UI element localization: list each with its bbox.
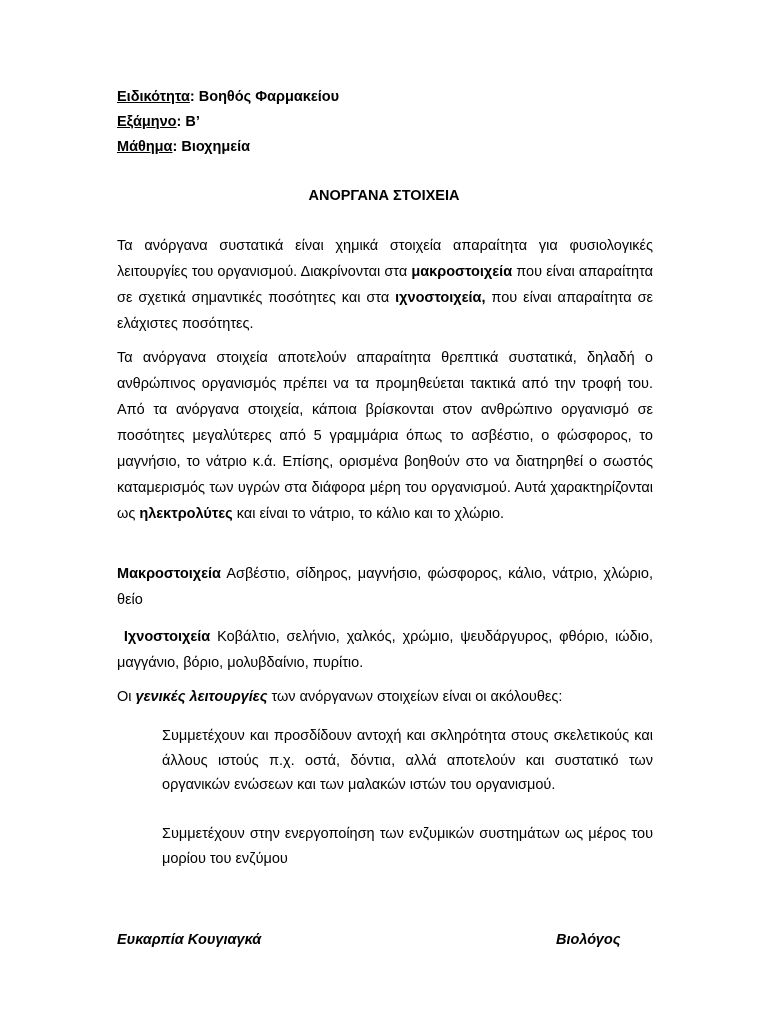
p5-functions-term: γενικές λειτουργίες xyxy=(135,689,268,705)
function-item-2: Συμμετέχουν στην ενεργοποίηση των ενζυμικών συστημάτων ως μέρος του μορίου του ενζύμου xyxy=(162,826,653,867)
p2-text-2: και είναι το νάτριο, το κάλιο και το χλώριο. xyxy=(232,506,505,522)
p4-list: Κοβάλτιο, σελήνιο, χαλκός, χρώμιο, ψευδάργυρος, φθόριο, ιώδιο, μαγγάνιο, βόριο, μολυβδαίνιο, πυρίτιο. xyxy=(117,629,658,671)
semester-label: Εξάμηνο xyxy=(117,114,177,130)
document-title-text: ΑΝΟΡΓΑΝΑ ΣΤΟΙΧΕΙΑ xyxy=(308,188,460,204)
document-title xyxy=(0,188,768,204)
p2-electrolytes-term: ηλεκτρολύτες xyxy=(139,506,233,522)
p1-text-1: Τα ανόργανα συστατικά είναι χημικά στοιχεία απαραίτητα για φυσιολογικές λειτουργίες του οργανισμού. Διακρίνονται στα xyxy=(117,238,653,280)
footer-author: Ευκαρπία Κουγιαγκά xyxy=(117,932,262,948)
paragraph-nutrients xyxy=(117,345,653,527)
paragraph-functions-intro xyxy=(117,684,653,710)
p5-text-2: των ανόργανων στοιχείων είναι οι ακόλουθες: xyxy=(267,689,563,705)
semester-value: : Β’ xyxy=(176,114,200,130)
function-item-1: Συμμετέχουν και προσδίδουν αντοχή και σκληρότητα στους σκελετικούς και άλλους ιστούς π.χ. οστά, δόντια, αλλά αποτελούν και συστατικό των οργανικών ενώσεων και των μαλακών ιστών του οργανισμού. xyxy=(162,728,653,793)
p3-list: Ασβέστιο, σίδηρος, μαγνήσιο, φώσφορος, κάλιο, νάτριο, χλώριο, θείο xyxy=(117,566,653,608)
p1-text-2: που είναι απαραίτητα σε σχετικά σημαντικές ποσότητες και στα xyxy=(117,264,653,306)
p1-text-3: που είναι απαραίτητα σε ελάχιστες ποσότητες. xyxy=(117,290,653,332)
p1-macro-term: μακροστοιχεία xyxy=(411,264,513,280)
p5-text-1: Οι xyxy=(117,689,136,705)
specialty-value: : Βοηθός Φαρμακείου xyxy=(189,89,340,105)
specialty-label: Ειδικότητα xyxy=(117,89,190,105)
paragraph-intro xyxy=(117,233,653,337)
paragraph-traceelements xyxy=(117,624,658,676)
paragraph-macroelements xyxy=(117,561,653,613)
specialty-line xyxy=(117,88,339,106)
p2-text-1: Τα ανόργανα στοιχεία αποτελούν απαραίτητα θρεπτικά συστατικά, δηλαδή ο ανθρώπινος οργανισμός πρέπει να τα προμηθεύεται τακτικά από την τροφή του. Από τα ανόργανα στοιχεία, κάποια βρίσκονται στον ανθρώπινο οργανισμό σε ποσότητες μεγαλύτερες από 5 γραμμάρια όπως το ασβέστιο, ο φώσφορος, το μαγνήσιο, το νάτριο κ.ά. Επίσης, ορισμένα βοηθούν στο να διατηρηθεί ο σωστός καταμερισμός των υγρών στα διάφορα μέρη του οργανισμού. Αυτά χαρακτηρίζονται ως xyxy=(117,350,653,522)
p3-macro-heading: Μακροστοιχεία xyxy=(117,566,221,582)
course-line xyxy=(117,138,250,156)
p4-trace-heading: Ιχνοστοιχεία xyxy=(117,629,211,645)
course-value: : Βιοχημεία xyxy=(172,139,251,155)
footer-role: Βιολόγος xyxy=(556,932,621,948)
semester-line xyxy=(117,113,200,131)
course-label: Μάθημα xyxy=(117,139,173,155)
p1-trace-term: ιχνοστοιχεία, xyxy=(395,290,486,306)
